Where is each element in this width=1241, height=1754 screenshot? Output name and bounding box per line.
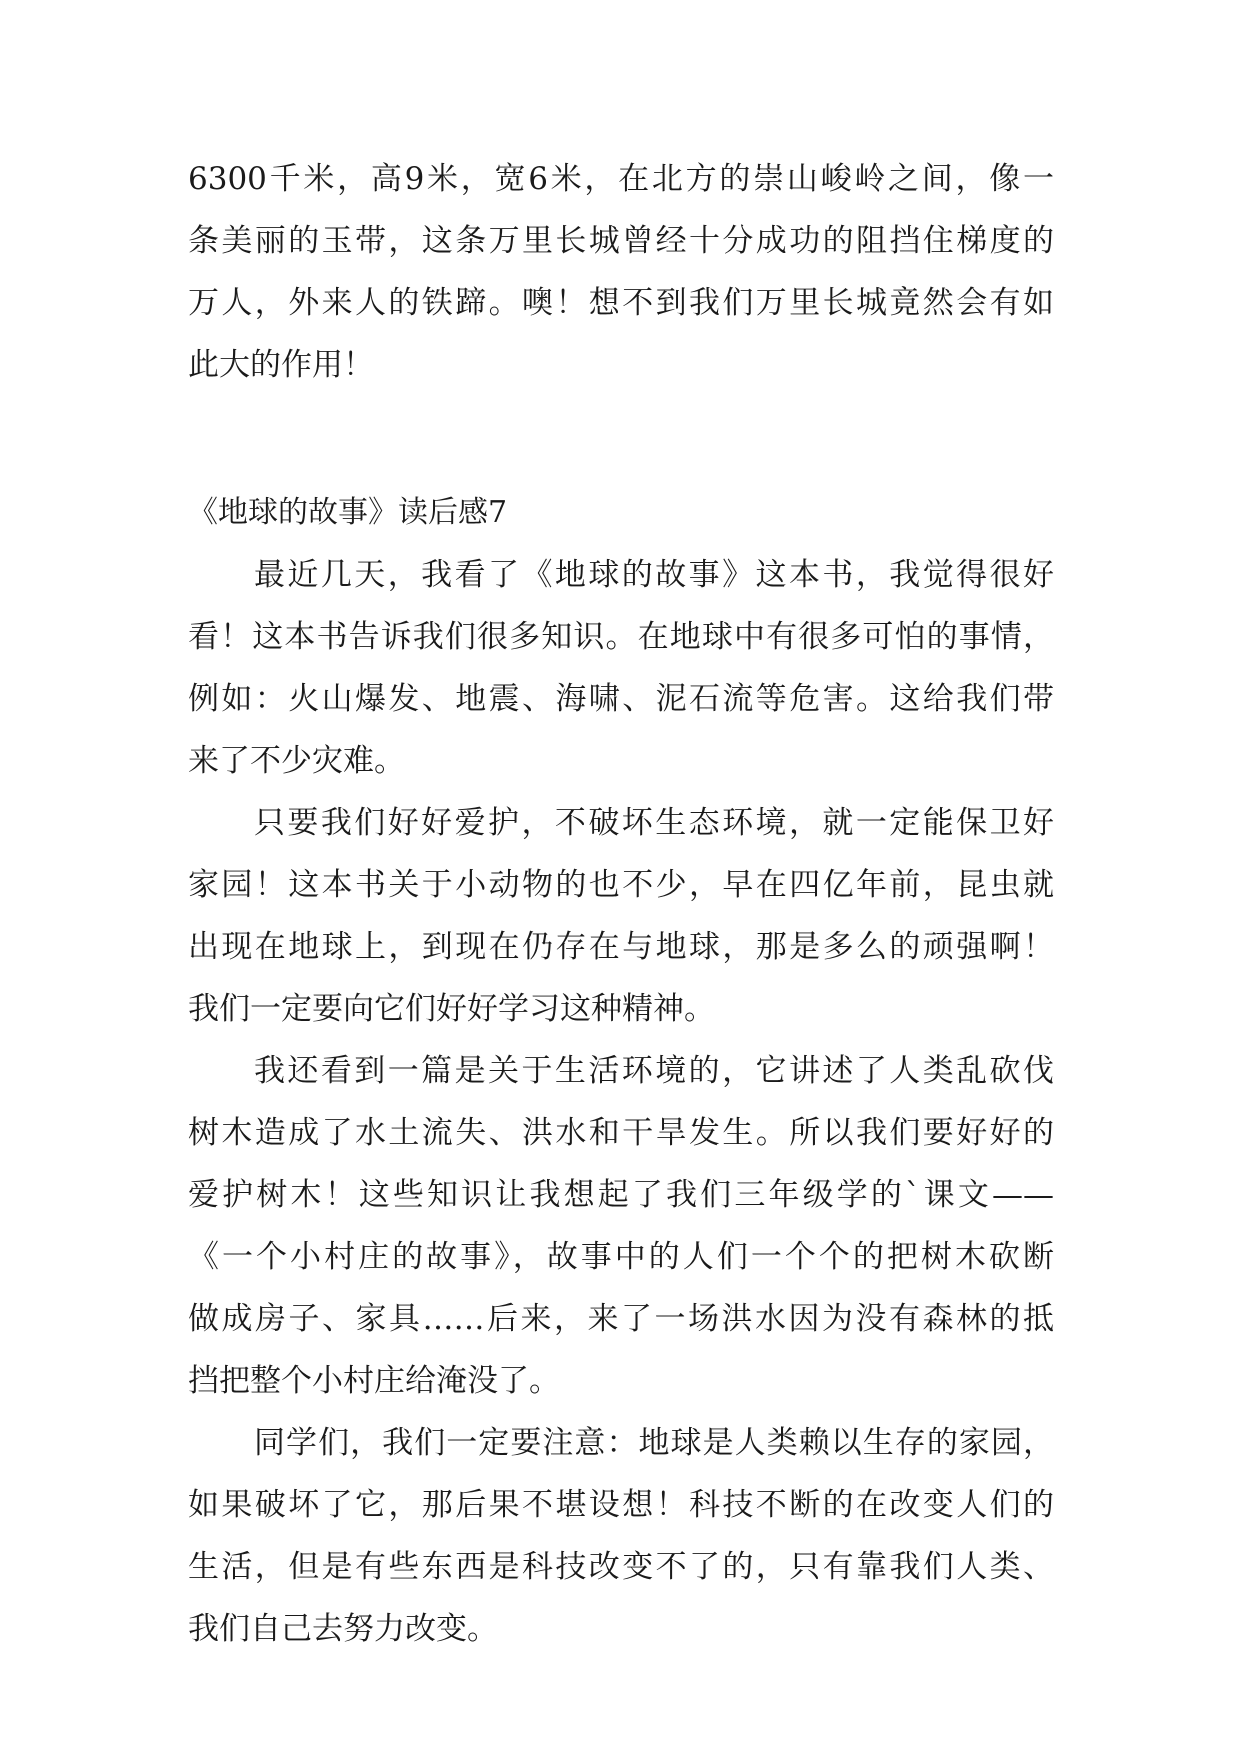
body-paragraph [188, 544, 1054, 792]
text-line: 如果破坏了它，那后果不堪设想！科技不断的在改变人们的 [188, 1487, 1054, 1523]
text-line: 此大的作用！ [188, 347, 374, 383]
document-page [188, 148, 1054, 1660]
text-line: 来了不少灾难。 [188, 743, 405, 779]
text-line: 挡把整个小村庄给淹没了。 [188, 1363, 560, 1399]
text-line: 我还看到一篇是关于生活环境的，它讲述了人类乱砍伐 [254, 1053, 1054, 1089]
text-line: 《一个小村庄的故事》，故事中的人们一个个的把树木砍断 [188, 1239, 1054, 1275]
text-line: 万人，外来人的铁蹄。噢！想不到我们万里长城竟然会有如 [188, 285, 1054, 321]
text-line: 出现在地球上，到现在仍存在与地球，那是多么的顽强啊！ [188, 929, 1054, 965]
text-line: 我们一定要向它们好好学习这种精神。 [188, 991, 715, 1027]
text-line: 看！这本书告诉我们很多知识。在地球中有很多可怕的事情， [188, 619, 1054, 655]
text-line: 条美丽的玉带，这条万里长城曾经十分成功的阻挡住梯度的 [188, 223, 1054, 259]
text-line: 6300千米，高9米，宽6米，在北方的崇山峻岭之间，像一 [188, 161, 1054, 197]
text-line: 做成房子、家具……后来，来了一场洪水因为没有森林的抵 [188, 1301, 1054, 1337]
text-line: 树木造成了水土流失、洪水和干旱发生。所以我们要好好的 [188, 1115, 1054, 1151]
intro-paragraph [188, 148, 1054, 396]
text-line: 生活，但是有些东西是科技改变不了的，只有靠我们人类、 [188, 1549, 1054, 1585]
text-line: 同学们，我们一定要注意：地球是人类赖以生存的家园， [254, 1425, 1054, 1461]
body-paragraph [188, 792, 1054, 1040]
text-line: 例如：火山爆发、地震、海啸、泥石流等危害。这给我们带 [188, 681, 1054, 717]
section-gap [188, 396, 1054, 482]
body-paragraph [188, 1412, 1054, 1660]
body-paragraph [188, 1040, 1054, 1412]
text-line: 只要我们好好爱护，不破坏生态环境，就一定能保卫好 [254, 805, 1054, 841]
section-title: 《地球的故事》读后感7 [188, 495, 508, 530]
text-line: 家园！这本书关于小动物的也不少，早在四亿年前，昆虫就 [188, 867, 1054, 903]
text-line: 最近几天，我看了《地球的故事》这本书，我觉得很好 [254, 557, 1054, 593]
text-line: 爱护树木！这些知识让我想起了我们三年级学的`课文—— [188, 1177, 1054, 1213]
text-line: 我们自己去努力改变。 [188, 1611, 498, 1647]
